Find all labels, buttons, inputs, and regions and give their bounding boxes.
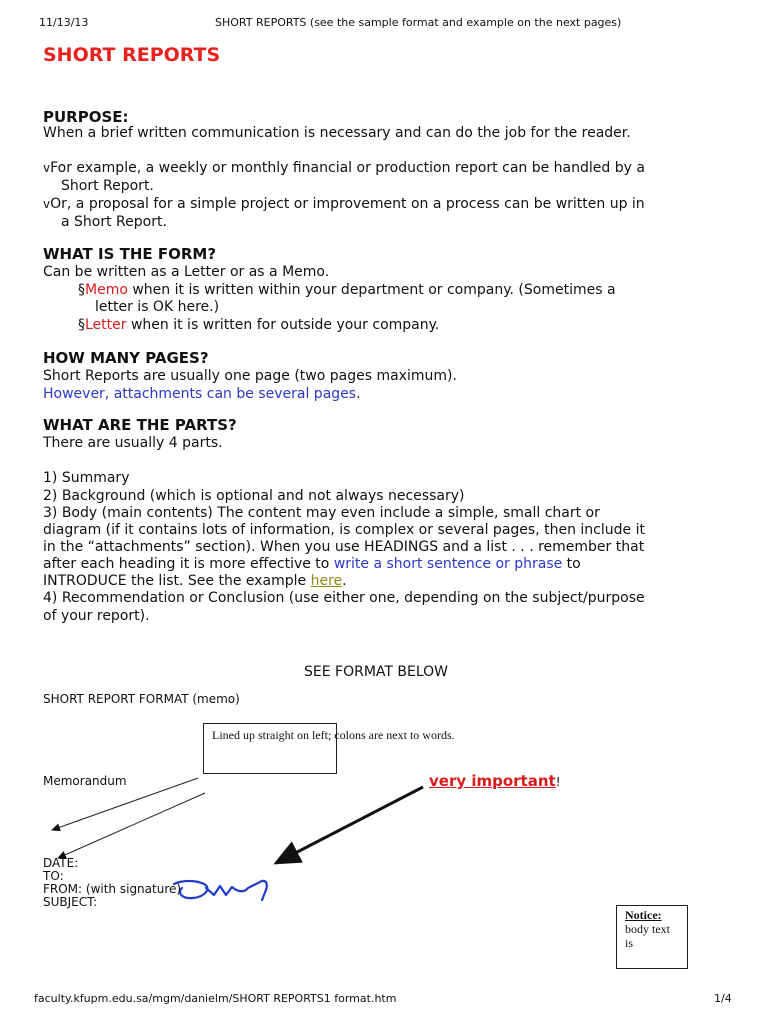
form-heading: WHAT IS THE FORM? [43, 245, 217, 263]
purpose-bullet-1-line1: For example, a weekly or monthly financial or production report can be handled by a [50, 160, 645, 176]
parts-item-1: 1) Summary [43, 470, 130, 486]
parts-item-4-line1: 4) Recommendation or Conclusion (use either one, depending on the subject/purpose [43, 590, 645, 606]
v-bullet-icon: v [43, 161, 51, 175]
pages-period: . [356, 386, 361, 402]
format-label: SHORT REPORT FORMAT (memo) [43, 692, 240, 706]
field-date: DATE: [43, 856, 79, 870]
purpose-text: When a brief written communication is necessary and can do the job for the reader. [43, 125, 631, 141]
pages-blue-text: However, attachments can be several pages [43, 386, 357, 402]
pages-text: Short Reports are usually one page (two pages maximum). [43, 368, 457, 384]
item3-line4-end: to [562, 556, 581, 572]
pages-heading: HOW MANY PAGES? [43, 349, 209, 367]
parts-item-2: 2) Background (which is optional and not always necessary) [43, 488, 465, 504]
memo-rest-line2: letter is OK here.) [95, 299, 220, 315]
memo-rest-line1: when it is written within your department or company. (Sometimes a [127, 282, 616, 298]
letter-word: Letter [85, 317, 127, 333]
purpose-heading: PURPOSE: [43, 108, 129, 126]
parts-item-3-line1: 3) Body (main contents) The content may even include a simple, small chart or [43, 505, 600, 521]
parts-item-3-line3: in the “attachments” section). When you use HEADINGS and a list . . . remember that [43, 539, 645, 555]
letter-rest: when it is written for outside your company. [126, 317, 440, 333]
field-from: FROM: (with signature) [43, 882, 182, 896]
item3-line5-end: . [342, 573, 347, 589]
very-important-note [429, 772, 561, 790]
memorandum-label: Memorandum [43, 774, 127, 788]
page-title: SHORT REPORTS [43, 44, 221, 66]
item3-line4-start: after each heading it is more effective to [43, 556, 334, 572]
notice-title: Notice: [625, 908, 662, 922]
very-important-text: very important [429, 772, 556, 790]
field-to: TO: [43, 869, 64, 883]
parts-intro: There are usually 4 parts. [43, 435, 223, 451]
footer-url: faculty.kfupm.edu.sa/mgm/danielm/SHORT REPORTS1 format.htm [34, 992, 397, 1005]
print-date: 11/13/13 [39, 16, 89, 29]
notice-line-2: is [625, 936, 634, 950]
callout-box-text: Lined up straight on left; colons are next to words. [212, 728, 455, 742]
parts-item-4-line2: of your report). [43, 608, 150, 624]
see-format-below: SEE FORMAT BELOW [304, 664, 449, 680]
purpose-bullet-2-line2: a Short Report. [61, 214, 167, 230]
field-subject: SUBJECT: [43, 895, 98, 909]
notice-line-1: body text [625, 922, 670, 936]
parts-heading: WHAT ARE THE PARTS? [43, 416, 237, 434]
item3-line4-blue: write a short sentence or phrase [333, 556, 563, 572]
arrow-to-fields [58, 793, 205, 858]
v-bullet-icon: v [43, 197, 51, 211]
purpose-bullet-2-line1: Or, a proposal for a simple project or improvement on a process can be written up in [50, 196, 645, 212]
print-title: SHORT REPORTS (see the sample format and example on the next pages) [215, 16, 622, 29]
item3-line5-start: INTRODUCE the list. See the example [43, 573, 311, 589]
here-link[interactable]: here [310, 573, 343, 589]
section-bullet-icon: § [78, 282, 85, 298]
purpose-bullet-1-line2: Short Report. [61, 178, 154, 194]
memo-word: Memo [85, 282, 128, 298]
signature-scribble [174, 881, 267, 900]
footer-page-number: 1/4 [714, 992, 732, 1005]
arrow-very-important [276, 787, 423, 863]
parts-item-3-line2: diagram (if it contains lots of information, is complex or several pages, then include it [43, 522, 645, 538]
form-text: Can be written as a Letter or as a Memo. [43, 264, 330, 280]
exclaim-mark: ! [555, 775, 561, 789]
section-bullet-icon: § [78, 317, 85, 333]
